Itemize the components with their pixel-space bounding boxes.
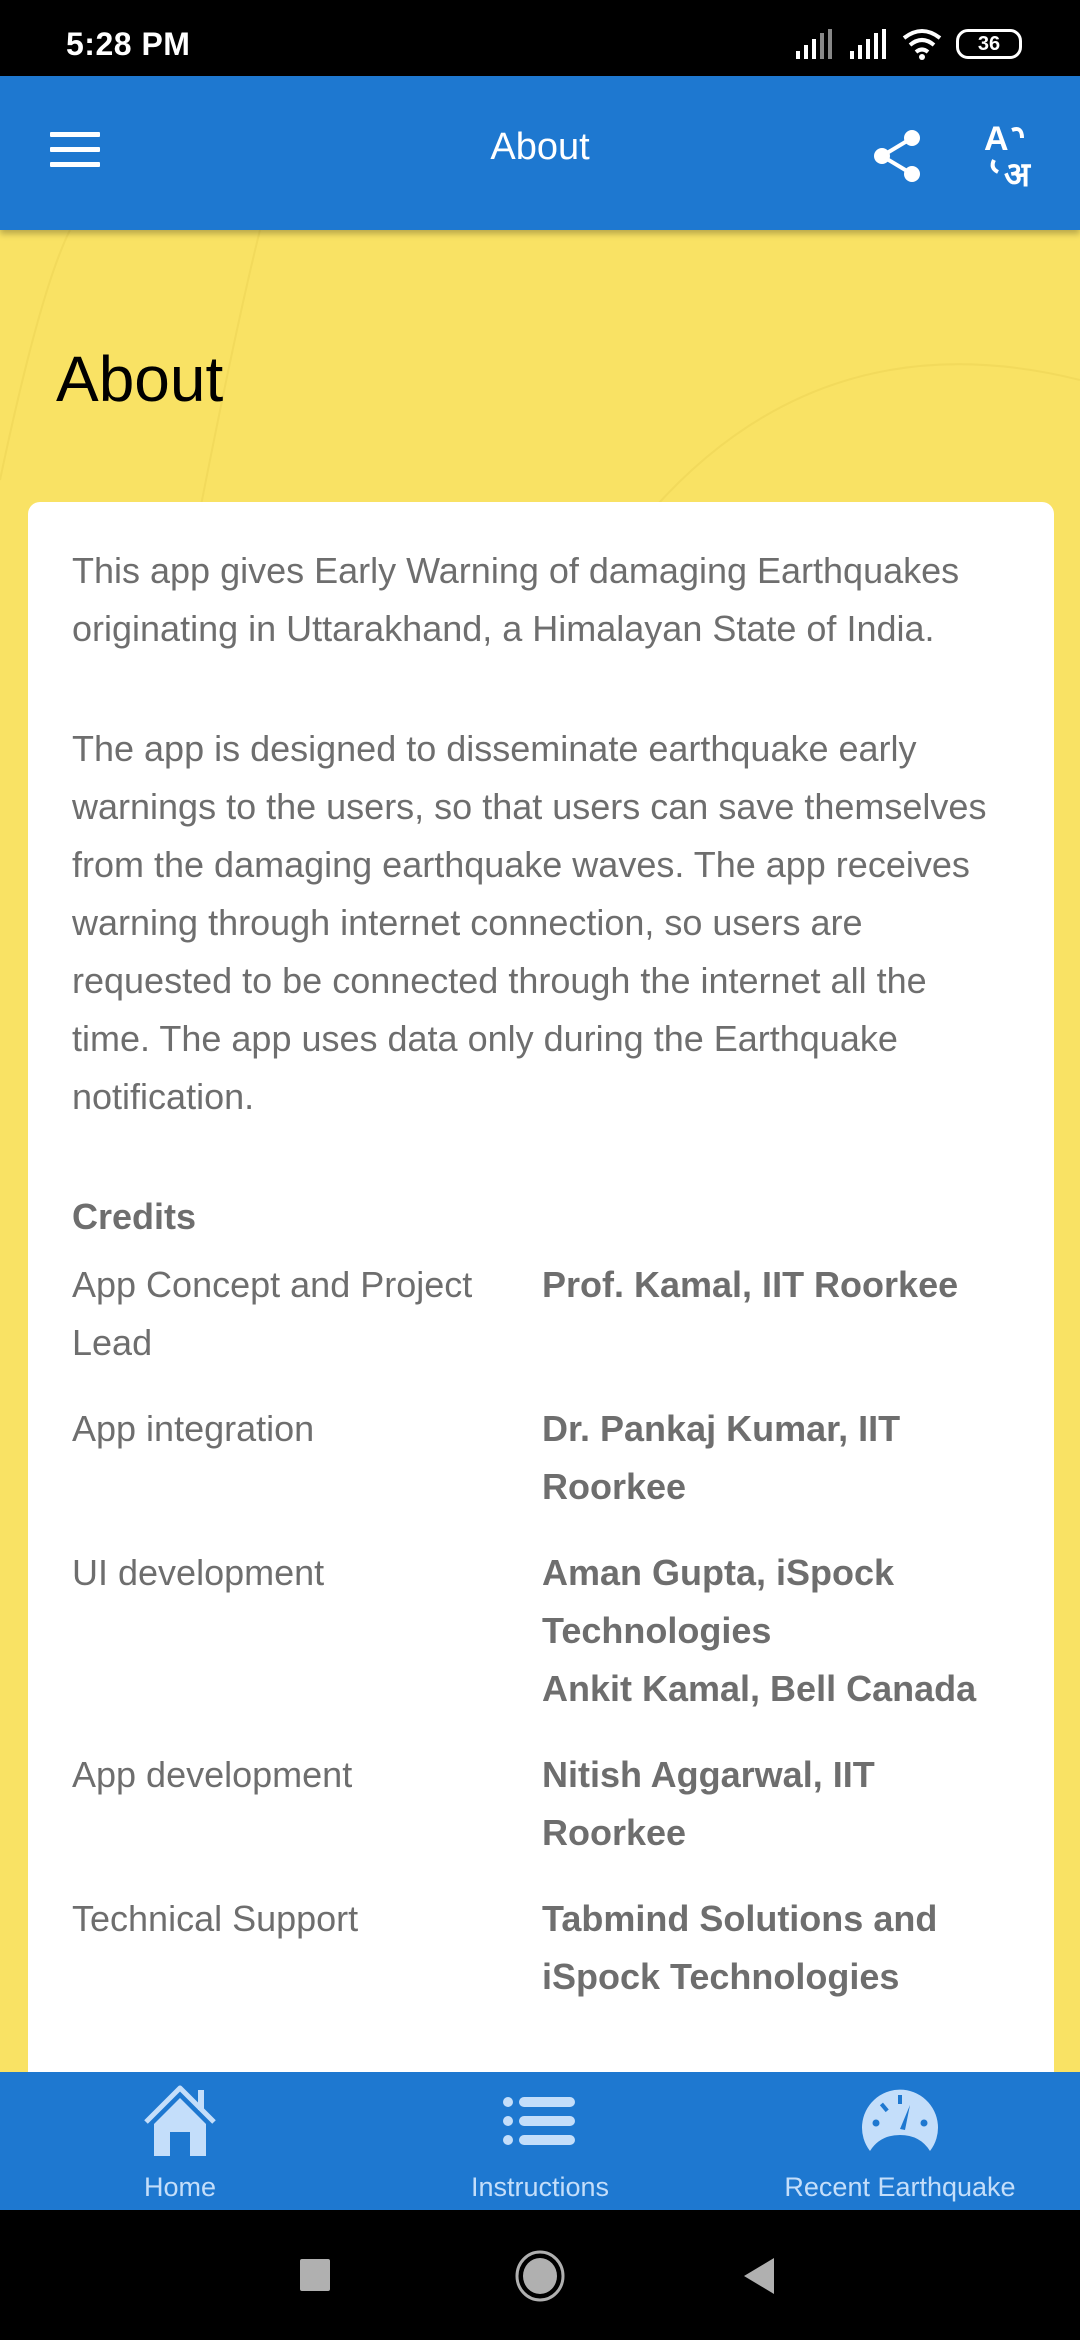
signal-icon bbox=[848, 29, 888, 59]
content-area[interactable] bbox=[0, 230, 1080, 2072]
share-icon[interactable] bbox=[868, 126, 928, 186]
credit-role: App Concept and Project Lead bbox=[72, 1264, 473, 1363]
translate-icon[interactable] bbox=[982, 120, 1046, 192]
nav-label: Instructions bbox=[470, 2172, 610, 2202]
credit-name: Tabmind Solutions and iSpock Technologies bbox=[542, 1898, 938, 1997]
recents-icon[interactable] bbox=[300, 2259, 330, 2291]
credit-names bbox=[542, 1256, 1010, 1372]
signal-icon bbox=[794, 29, 834, 59]
about-card bbox=[28, 502, 1054, 2072]
nav-instructions[interactable] bbox=[360, 2072, 720, 2210]
app-bar bbox=[0, 76, 1080, 230]
battery-icon: 36 bbox=[956, 29, 1022, 59]
nav-label: Home bbox=[143, 2172, 217, 2202]
credit-row bbox=[72, 1256, 1010, 1372]
status-icons bbox=[794, 28, 1022, 60]
intro-paragraph: This app gives Early Warning of damaging Earthquakes originating in Uttarakhand, a Himalayan State of India. bbox=[72, 550, 960, 649]
bottom-nav bbox=[0, 2072, 1080, 2210]
credit-names bbox=[542, 1400, 1010, 1516]
credit-role: UI development bbox=[72, 1552, 325, 1593]
nav-recent-earthquake[interactable] bbox=[720, 2072, 1080, 2210]
credit-name: Ankit Kamal, Bell Canada bbox=[542, 1668, 977, 1709]
credit-row bbox=[72, 1400, 1010, 1516]
app-bar-title: About bbox=[490, 126, 590, 168]
credit-names bbox=[542, 1746, 1010, 1862]
nav-label: Recent Earthquake bbox=[784, 2172, 1016, 2202]
system-nav-bar bbox=[0, 2210, 1080, 2340]
wifi-icon bbox=[902, 28, 942, 60]
credit-role: Technical Support bbox=[72, 1898, 359, 1939]
credit-name: Prof. Kamal, IIT Roorkee bbox=[542, 1264, 959, 1305]
credit-name: Dr. Pankaj Kumar, IIT Roorkee bbox=[542, 1408, 901, 1507]
speedometer-icon bbox=[860, 2085, 940, 2157]
back-icon[interactable] bbox=[740, 2256, 776, 2296]
credit-row bbox=[72, 1890, 1010, 2006]
credit-row bbox=[72, 1544, 1010, 1718]
page-heading: About bbox=[56, 343, 224, 415]
credit-name: Nitish Aggarwal, IIT Roorkee bbox=[542, 1754, 875, 1853]
credit-role: App development bbox=[72, 1754, 353, 1795]
credit-role: App integration bbox=[72, 1408, 315, 1449]
status-time: 5:28 PM bbox=[66, 26, 191, 62]
description-paragraph: The app is designed to disseminate earthquake early warnings to the users, so that users can save themselves from the damaging earthquake waves. The app receives warning through internet connection, so users are requested to be connected through the internet all the time. The app uses data only during the Earthquake notification. bbox=[72, 728, 987, 1117]
svg-text:अ: अ bbox=[1004, 155, 1030, 192]
credit-row bbox=[72, 1746, 1010, 1862]
svg-text:A: A bbox=[984, 120, 1009, 158]
credit-name: Aman Gupta, iSpock Technologies bbox=[542, 1552, 895, 1651]
home-circle-icon[interactable] bbox=[514, 2250, 566, 2302]
status-bar bbox=[0, 0, 1080, 76]
nav-home[interactable] bbox=[0, 2072, 360, 2210]
credits-title: Credits bbox=[72, 1196, 197, 1237]
credit-names bbox=[542, 1544, 1010, 1718]
list-icon bbox=[503, 2096, 577, 2146]
credit-names bbox=[542, 1890, 1010, 2006]
home-icon bbox=[140, 2084, 220, 2158]
